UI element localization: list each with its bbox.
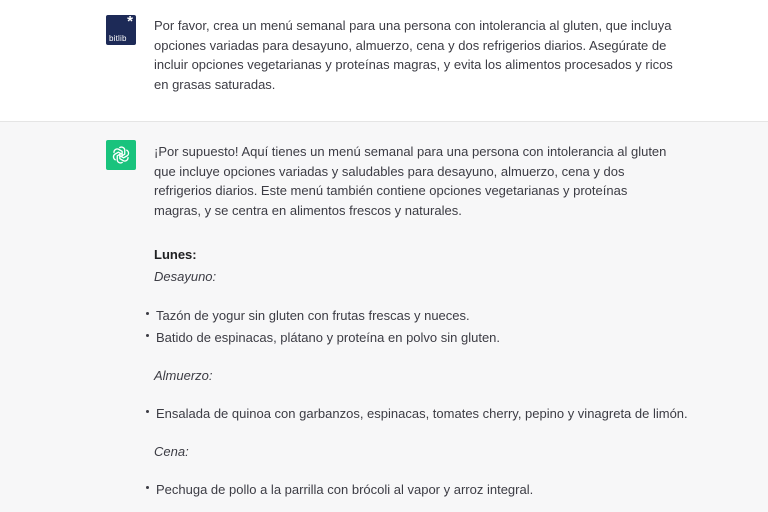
- lunch-label: Almuerzo:: [154, 368, 213, 383]
- breakfast-label: Desayuno:: [154, 269, 217, 284]
- list-item-text: Ensalada de quinoa con garbanzos, espinacas, tomates cherry, pepino y vinagreta de limón.: [156, 406, 688, 421]
- bullet-icon: [146, 312, 149, 315]
- assistant-avatar: [106, 140, 136, 170]
- user-avatar-label: bitlib: [109, 34, 127, 43]
- assistant-message-row: [0, 122, 768, 512]
- day-heading: Lunes:: [154, 247, 197, 262]
- user-message-text: Por favor, crea un menú semanal para una persona con intolerancia al gluten, que incluya opciones variadas para desayuno, almuerzo, cena y dos refrigerios diarios. Asegúrate de incluir opciones vegetarianas y proteínas magras, y evita los alimentos procesados y ricos en grasas saturadas.: [154, 18, 673, 92]
- user-avatar: [106, 15, 136, 45]
- list-item-text: Tazón de yogur sin gluten con frutas frescas y nueces.: [156, 308, 470, 323]
- list-item: [146, 308, 470, 323]
- list-item: [146, 330, 500, 345]
- openai-logo-icon: [111, 145, 131, 165]
- bullet-icon: [146, 410, 149, 413]
- dinner-label: Cena:: [154, 444, 189, 459]
- user-message-row: [0, 0, 768, 122]
- list-item: [146, 406, 688, 421]
- list-item-text: Pechuga de pollo a la parrilla con brócoli al vapor y arroz integral.: [156, 482, 534, 497]
- asterisk-icon: *: [127, 15, 133, 30]
- assistant-intro-text: ¡Por supuesto! Aquí tienes un menú semanal para una persona con intolerancia al gluten que incluye opciones variadas y saludables para desayuno, almuerzo, cena y dos refrigerios diarios. Este menú también contiene opciones vegetarianas y proteínas magras, y se centra en alimentos frescos y naturales.: [154, 144, 667, 218]
- bullet-icon: [146, 334, 149, 337]
- list-item: [146, 482, 533, 497]
- list-item-text: Batido de espinacas, plátano y proteína en polvo sin gluten.: [156, 330, 501, 345]
- bullet-icon: [146, 486, 149, 489]
